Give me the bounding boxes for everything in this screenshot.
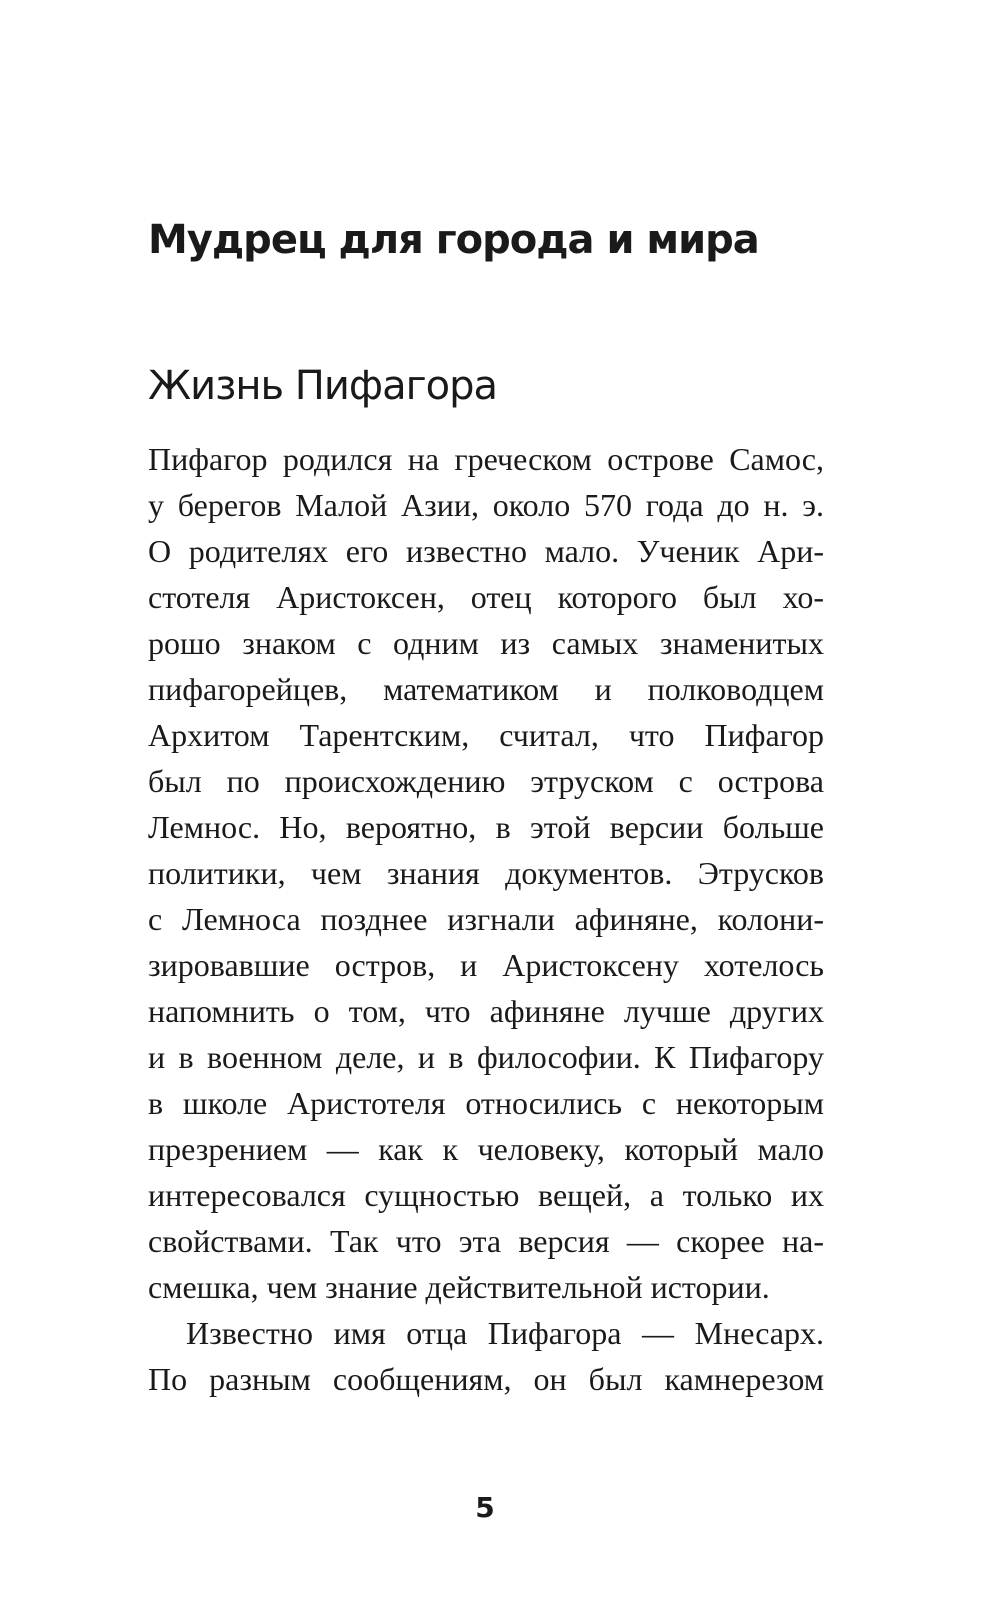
text-line: По разным сообщениям, он был камнерезом (148, 1361, 824, 1397)
text-line: стотеля Аристоксен, отец которого был хо- (148, 579, 824, 615)
text-line: Лемнос. Но, вероятно, в этой версии больше (148, 809, 824, 845)
section-title: Жизнь Пифагора (148, 363, 497, 409)
text-line: пифагорейцев, математиком и полководцем (148, 671, 824, 707)
chapter-title: Мудрец для города и мира (148, 217, 759, 263)
text-line: Архитом Тарентским, считал, что Пифагор (148, 717, 824, 753)
text-line: интересовался сущностью вещей, а только их (148, 1177, 824, 1213)
text-line: в школе Аристотеля относились с некоторым (148, 1085, 824, 1121)
text-line: зировавшие остров, и Аристоксену хотелось (148, 947, 824, 983)
text-line: Пифагор родился на греческом острове Самос, (148, 441, 824, 477)
page-number: 5 (475, 1491, 495, 1524)
text-line: презрением — как к человеку, который мало (148, 1131, 824, 1167)
text-line: политики, чем знания документов. Этрусков (148, 855, 824, 891)
text-line: свойствами. Так что эта версия — скорее на- (148, 1223, 824, 1259)
paragraph-1 (148, 436, 824, 1310)
text-line: рошо знаком с одним из самых знаменитых (148, 625, 824, 661)
text-line: О родителях его известно мало. Ученик Ари- (148, 533, 824, 569)
text-line: и в военном деле, и в философии. К Пифагору (148, 1039, 824, 1075)
body-text (148, 436, 824, 1402)
paragraph-2 (148, 1310, 824, 1402)
text-line: напомнить о том, что афиняне лучше других (148, 993, 824, 1029)
text-line: с Лемноса позднее изгнали афиняне, колони- (148, 901, 824, 937)
text-line: Известно имя отца Пифагора — Мнесарх. (186, 1315, 824, 1351)
text-line: был по происхождению этруском с острова (148, 763, 824, 799)
text-line: смешка, чем знание действительной истории. (148, 1269, 770, 1305)
text-line: у берегов Малой Азии, около 570 года до н. э. (148, 487, 824, 523)
